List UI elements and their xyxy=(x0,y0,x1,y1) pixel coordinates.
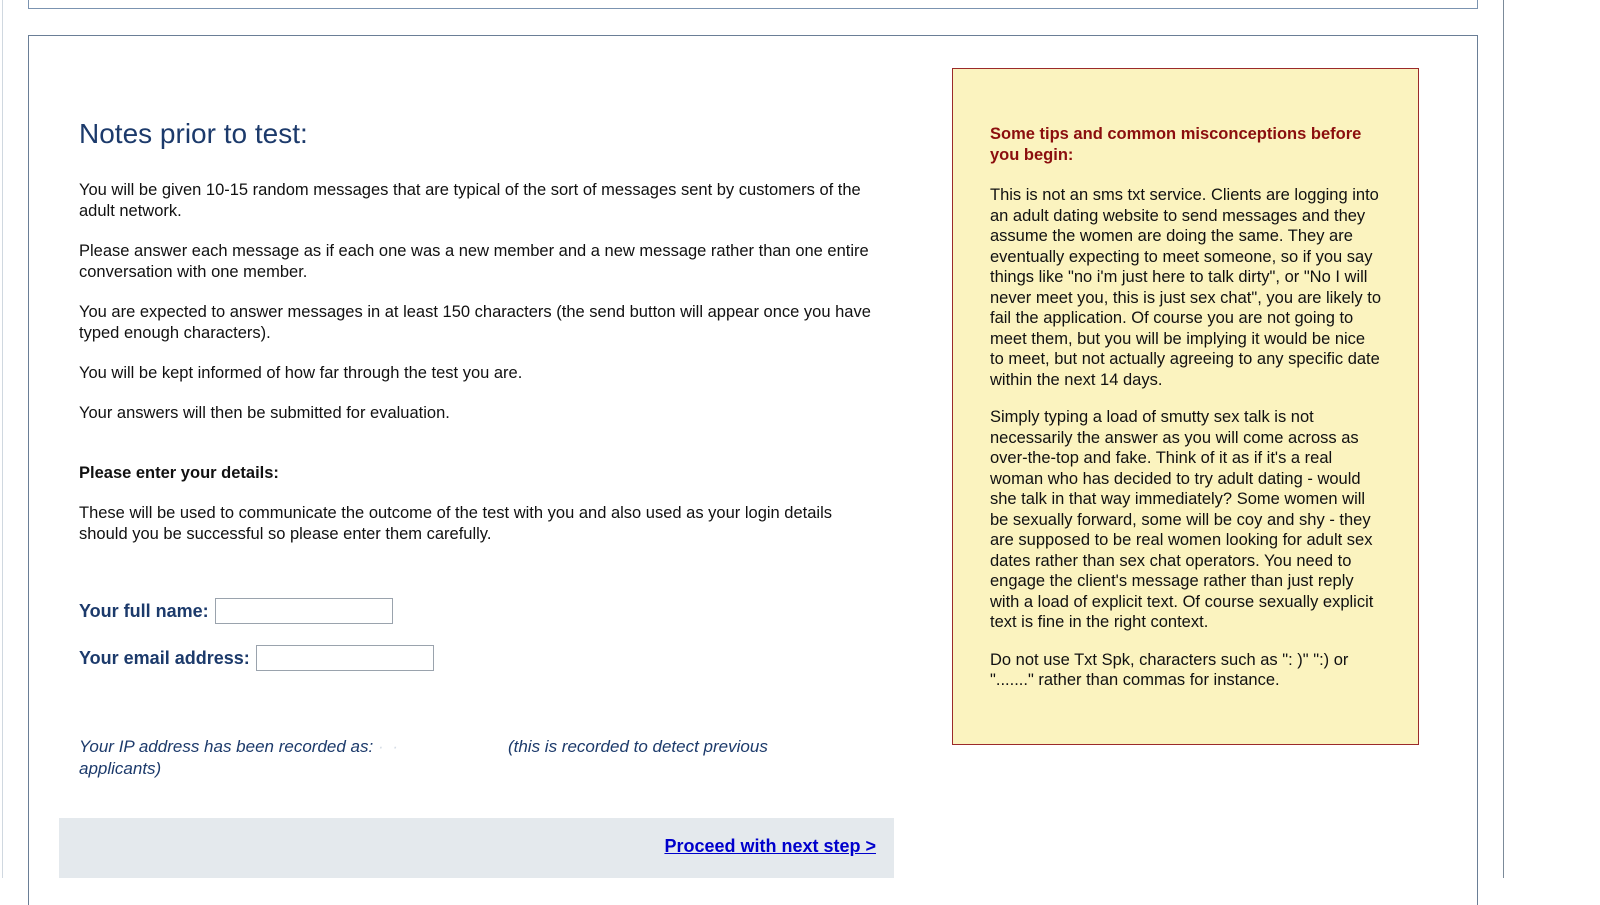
previous-panel xyxy=(28,0,1478,9)
details-heading: Please enter your details: xyxy=(79,464,279,482)
full-name-input[interactable] xyxy=(215,598,393,624)
note-paragraph: Your answers will then be submitted for evaluation. xyxy=(79,404,450,422)
page-right-border xyxy=(1503,0,1504,878)
note-paragraph: Please answer each message as if each one was a new member and a new message rather than one entire conversation with one member. xyxy=(79,242,869,281)
note-paragraph: You will be given 10-15 random messages that are typical of the sort of messages sent by customers of the adult network. xyxy=(79,181,861,220)
page-left-border xyxy=(2,0,3,878)
tip-paragraph: Do not use Txt Spk, characters such as ": )" ":) or "......." rather than commas for instance. xyxy=(990,650,1349,689)
proceed-bar xyxy=(59,818,894,878)
note-paragraph: You will be kept informed of how far through the test you are. xyxy=(79,364,523,382)
ip-notice-prefix: Your IP address has been recorded as: xyxy=(79,737,374,756)
notes-section xyxy=(79,118,879,545)
email-input[interactable] xyxy=(256,645,434,671)
proceed-next-step-link[interactable]: Proceed with next step > xyxy=(664,836,876,856)
tips-heading: Some tips and common misconceptions before you begin: xyxy=(990,125,1362,164)
ip-notice-suffix: (this is recorded to detect previous applicants) xyxy=(79,737,768,778)
full-name-row xyxy=(79,598,393,624)
ip-notice xyxy=(79,736,839,780)
note-paragraph: You are expected to answer messages in at least 150 characters (the send button will appear once you have typed enough characters). xyxy=(79,303,871,342)
ip-address-value: · · xyxy=(377,737,401,756)
tip-paragraph: Simply typing a load of smutty sex talk is not necessarily the answer as you will come across as over-the-top and fake. Think of it as if it's a real woman who has decided to try adult dating - would she talk in that way immediately? Some women will be sexually forward, some will be coy and shy - they are supposed to be real women looking for adult sex dates rather than sex chat operators. You need to engage the client's message rather than just reply with a load of explicit text. Of course sexually explicit text is fine in the right context. xyxy=(990,408,1374,631)
page-title: Notes prior to test: xyxy=(79,118,308,149)
notes-list xyxy=(79,180,879,424)
tip-paragraph: This is not an sms txt service. Clients are logging into an adult dating website to send messages and they assume the women are doing the same. They are eventually expecting to meet someone, so if you say things like "no i'm just here to talk dirty", or "No I will never meet you, this is just sex chat", you are likely to fail the application. Of course you are not going to meet them, but you will be implying it would be nice to meet, but not actually agreeing to any specific date within the next 14 days. xyxy=(990,186,1382,389)
email-row xyxy=(79,645,434,671)
details-description: These will be used to communicate the outcome of the test with you and also used as your login details should you be successful so please enter them carefully. xyxy=(79,504,833,543)
tips-panel xyxy=(952,68,1419,745)
full-name-label: Your full name: xyxy=(79,600,209,621)
email-label: Your email address: xyxy=(79,647,250,668)
